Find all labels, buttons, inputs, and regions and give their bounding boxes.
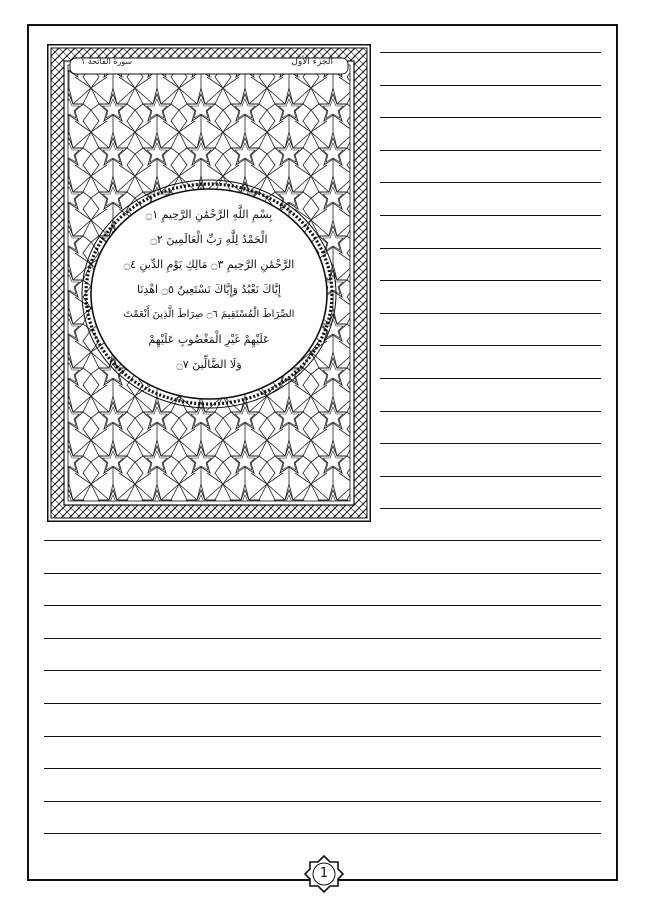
ruled-line	[380, 280, 601, 281]
verse-line: عَلَيْهِمْ غَيْرِ الْمَغْضُوبِ عَلَيْهِمْ	[148, 333, 270, 346]
ruled-line	[380, 411, 601, 412]
ruled-line	[380, 313, 601, 314]
ruled-line	[44, 736, 601, 737]
surah-label: سورة الفاتحة ١	[81, 57, 133, 66]
ruled-line	[44, 638, 601, 639]
ruled-line	[380, 150, 601, 151]
ruled-line	[44, 605, 601, 606]
ruled-line	[380, 248, 601, 249]
quran-panel	[47, 44, 371, 522]
verse-line: الصِّرَاطَ الْمُسْتَقِيمَ ۝٦ صِرَاطَ الَّذِينَ أَنْعَمْتَ	[123, 309, 295, 320]
ruled-line	[380, 443, 601, 444]
surah-text	[95, 202, 323, 377]
verse-line: بِسْمِ اللَّهِ الرَّحْمَٰنِ الرَّحِيمِ ۝١	[145, 208, 273, 221]
ruled-line	[380, 215, 601, 216]
verse-line: وَلَا الضَّالِّينَ ۝٧	[176, 358, 242, 371]
ruled-line	[44, 768, 601, 769]
ruled-line	[380, 476, 601, 477]
ruled-line	[44, 573, 601, 574]
page-number: 1	[319, 866, 329, 881]
ruled-line	[44, 801, 601, 802]
ruled-line	[44, 540, 601, 541]
ruled-line	[380, 378, 601, 379]
ruled-line	[44, 670, 601, 671]
verse-line: الْحَمْدُ لِلَّهِ رَبِّ الْعَالَمِينَ ۝٢	[150, 233, 268, 246]
ruled-line	[380, 117, 601, 118]
ruled-line	[44, 833, 601, 834]
ruled-line	[380, 345, 601, 346]
ruled-line	[380, 182, 601, 183]
page-number-badge	[304, 854, 344, 894]
ruled-line	[380, 508, 601, 509]
ruled-line	[380, 85, 601, 86]
juz-label: الجزء الأول	[291, 57, 333, 67]
verse-line: الرَّحْمَٰنِ الرَّحِيمِ ۝٣ مَالِكِ يَوْمِ الدِّينِ ۝٤	[123, 258, 295, 271]
ruled-line	[44, 703, 601, 704]
ruled-line	[380, 52, 601, 53]
verse-line: إِيَّاكَ نَعْبُدُ وَإِيَّاكَ نَسْتَعِينُ ۝٥ اهْدِنَا	[137, 283, 281, 296]
